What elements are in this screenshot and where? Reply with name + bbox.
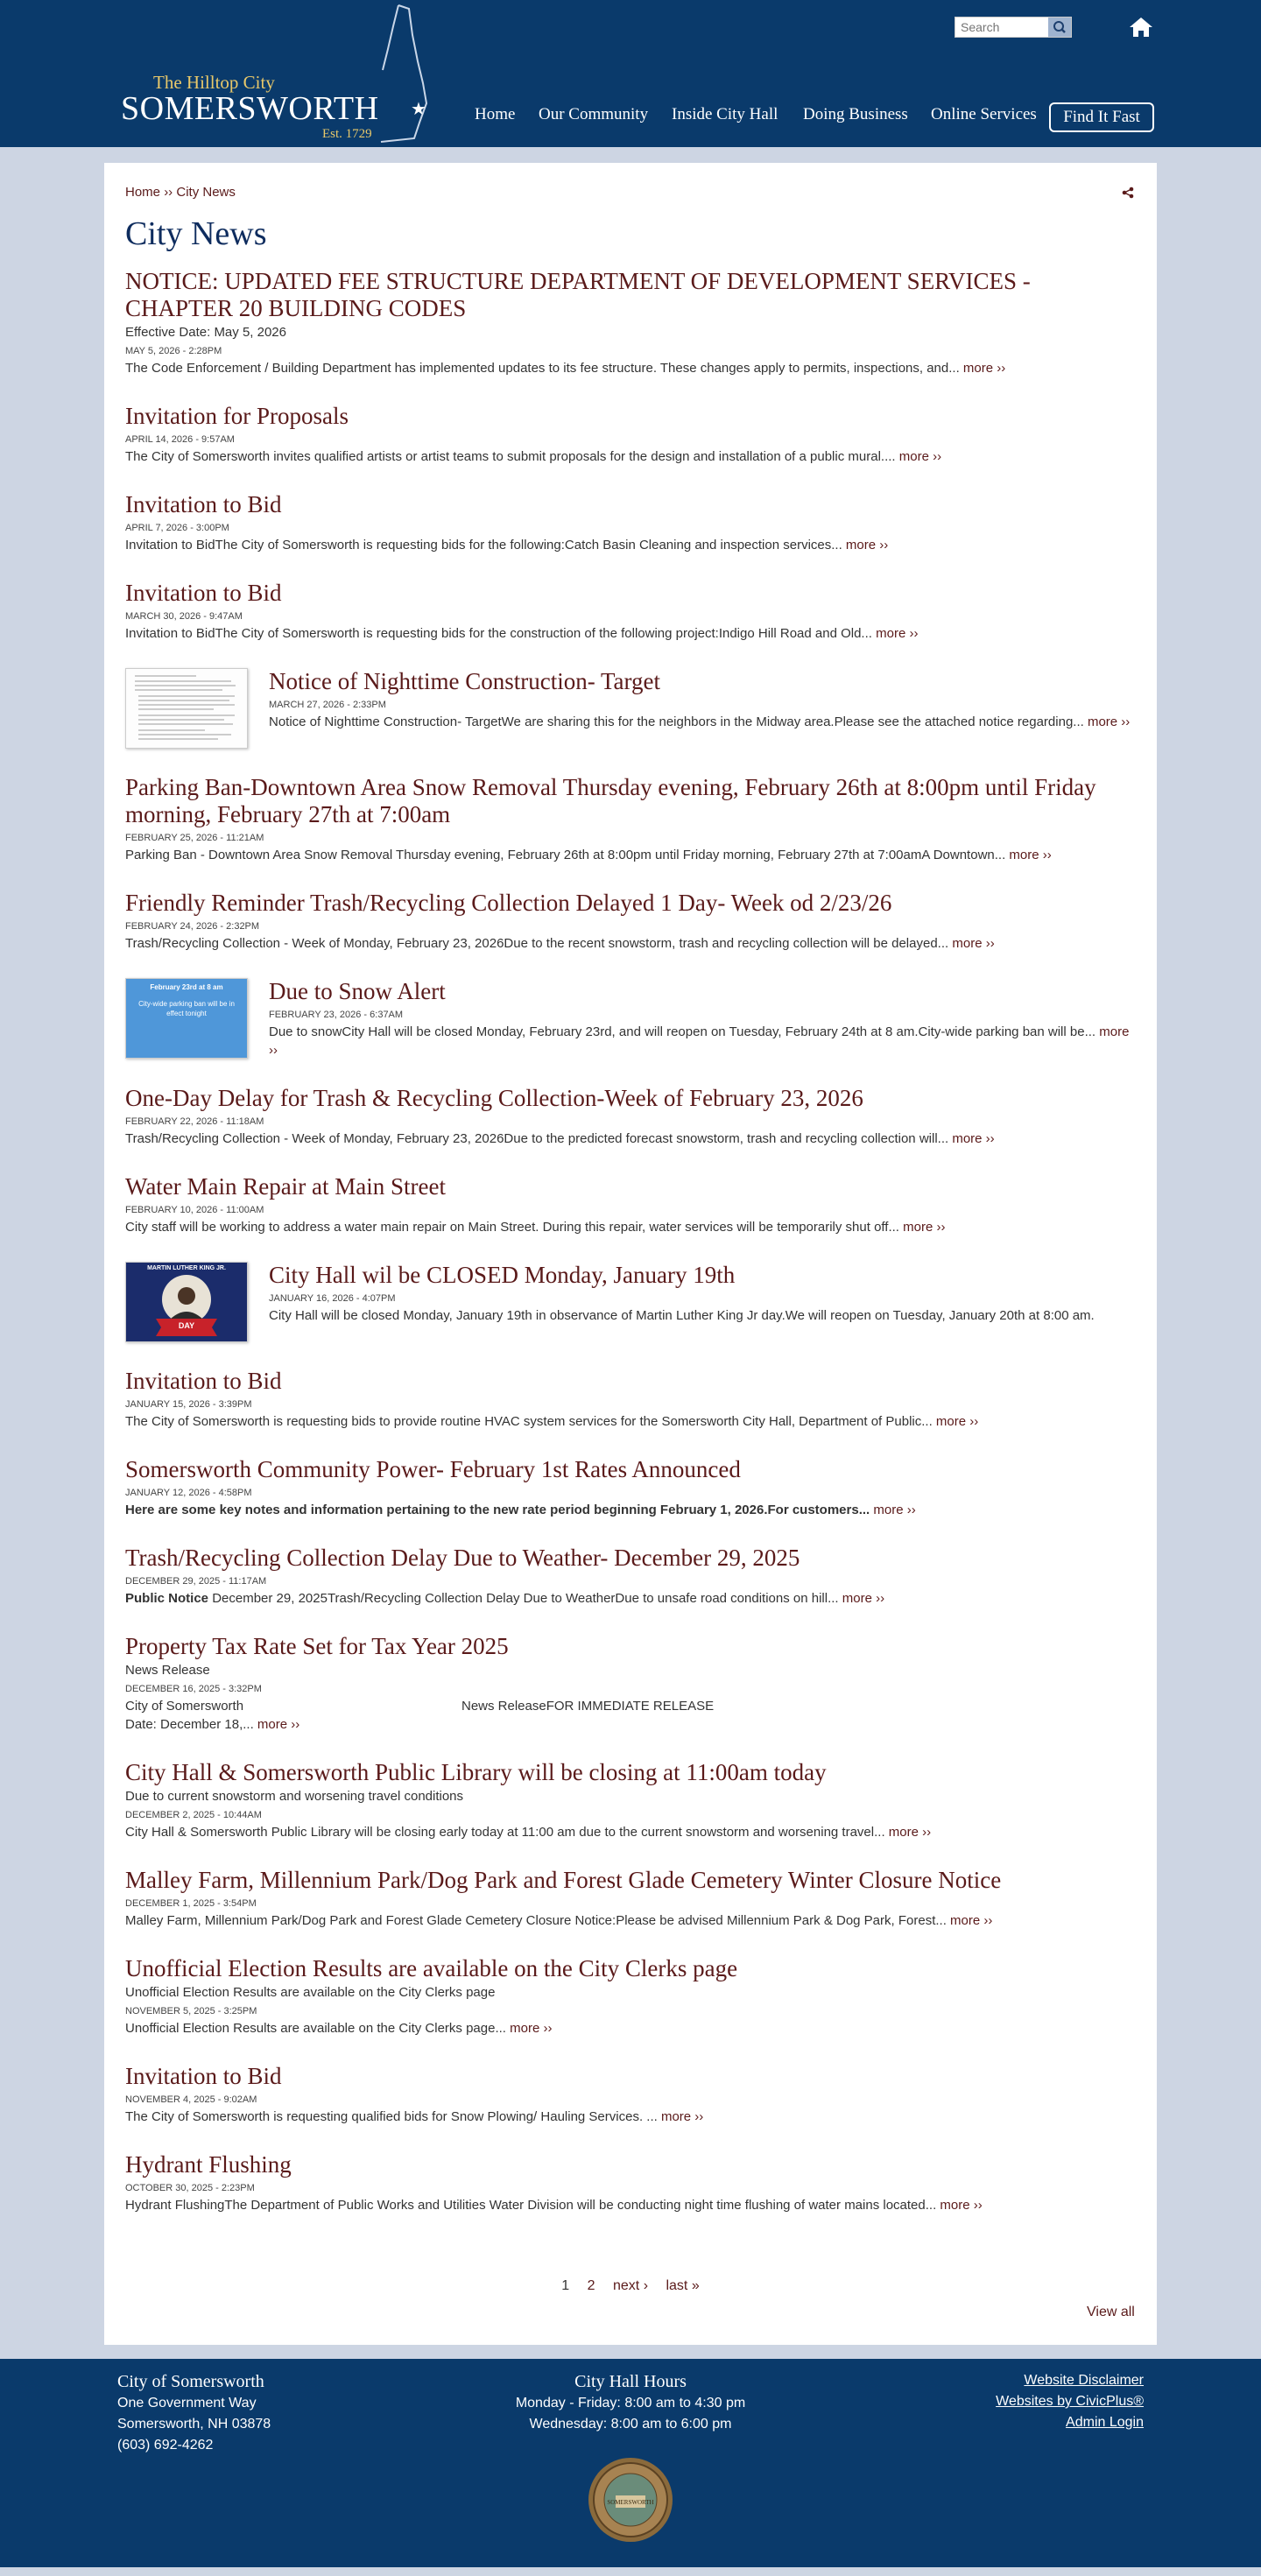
news-list	[125, 268, 1139, 2240]
news-item	[125, 2063, 1139, 2126]
thumb-heading: February 23rd at 8 am	[150, 983, 223, 991]
page-1[interactable]: 1	[561, 2278, 570, 2293]
more-link[interactable]: more ››	[940, 2198, 983, 2213]
news-title[interactable]: Friendly Reminder Trash/Recycling Collection Delayed 1 Day- Week od 2/23/26	[125, 890, 892, 916]
footer-city: City of Somersworth	[117, 2372, 264, 2391]
news-title[interactable]: Malley Farm, Millennium Park/Dog Park and Forest Glade Cemetery Winter Closure Notice	[125, 1867, 1002, 1893]
news-date: FEBRUARY 25, 2026 - 11:21AM	[125, 833, 264, 843]
news-title[interactable]: Notice of Nighttime Construction- Target	[269, 668, 661, 694]
news-desc-text: The City of Somersworth is requesting qualified bids for Snow Plowing/ Hauling Services. ...	[125, 2109, 658, 2124]
news-title[interactable]: Due to Snow Alert	[269, 978, 446, 1004]
share-icon[interactable]	[1122, 187, 1134, 199]
news-title[interactable]: City Hall wil be CLOSED Monday, January 19th	[269, 1262, 736, 1288]
news-date: FEBRUARY 24, 2026 - 2:32PM	[125, 921, 260, 932]
page-2[interactable]: 2	[587, 2278, 595, 2293]
news-item	[125, 890, 1139, 953]
news-item	[125, 978, 1139, 1059]
more-link[interactable]: more ››	[952, 936, 995, 951]
more-link[interactable]: more ››	[962, 361, 1006, 376]
news-desc	[125, 447, 1139, 466]
search-icon	[1048, 18, 1071, 37]
mlk-day-thumbnail[interactable]	[125, 1262, 248, 1342]
news-item	[125, 580, 1139, 643]
seal-text: SOMERSWORTH	[607, 2499, 654, 2506]
more-link[interactable]: more ››	[898, 449, 942, 464]
news-item	[125, 491, 1139, 554]
news-title[interactable]: NOTICE: UPDATED FEE STRUCTURE DEPARTMENT OF DEVELOPMENT SERVICES - CHAPTER 20 BUILDING CODES	[125, 268, 1031, 321]
news-date: DECEMBER 16, 2025 - 3:32PM	[125, 1684, 262, 1694]
search-button[interactable]	[1048, 18, 1071, 37]
website-disclaimer-link[interactable]: Website Disclaimer	[1024, 2373, 1144, 2388]
news-subtitle: Effective Date: May 5, 2026	[125, 325, 286, 340]
thumb-body: City-wide parking ban will be in effect tonight	[138, 1000, 235, 1017]
footer-address	[117, 2370, 271, 2456]
news-title[interactable]: Unofficial Election Results are available on the City Clerks page	[125, 1955, 738, 1981]
footer-hours-title: City Hall Hours	[574, 2372, 687, 2391]
news-desc	[125, 2019, 1139, 2038]
logo-established: Est. 1729	[322, 127, 372, 141]
more-link[interactable]: more ››	[842, 1591, 885, 1606]
news-date: JANUARY 16, 2026 - 4:07PM	[269, 1293, 396, 1304]
more-link[interactable]: more ››	[873, 1503, 916, 1517]
breadcrumb-separator: ››	[164, 185, 173, 200]
news-date: OCTOBER 30, 2025 - 2:23PM	[125, 2183, 255, 2193]
news-desc	[125, 624, 1139, 643]
more-link[interactable]: more ››	[1009, 848, 1052, 862]
news-desc-text: Due to snowCity Hall will be closed Monday, February 23rd, and will reopen on Tuesday, February 24th at 8 am.City-wide parking ban will be...	[269, 1024, 1096, 1039]
news-item	[125, 268, 1139, 377]
news-title[interactable]: Trash/Recycling Collection Delay Due to Weather- December 29, 2025	[125, 1545, 800, 1571]
more-link[interactable]: more ››	[950, 1913, 993, 1928]
news-item	[125, 1759, 1139, 1841]
news-title[interactable]: Hydrant Flushing	[125, 2151, 292, 2178]
page-next[interactable]: next ›	[613, 2278, 649, 2293]
document-thumbnail[interactable]	[125, 668, 248, 749]
news-desc-text: Invitation to BidThe City of Somersworth is requesting bids for the following:Catch Basin Cleaning and inspection services...	[125, 538, 842, 553]
footer-hours-wednesday: Wednesday: 8:00 am to 6:00 pm	[529, 2417, 732, 2432]
news-title[interactable]: City Hall & Somersworth Public Library will be closing at 11:00am today	[125, 1759, 827, 1785]
news-date: MAY 5, 2026 - 2:28PM	[125, 346, 222, 356]
news-desc-col2: News ReleaseFOR IMMEDIATE RELEASE	[461, 1699, 715, 1714]
news-date: APRIL 7, 2026 - 3:00PM	[125, 523, 229, 533]
logo-name: SOMERSWORTH	[121, 90, 379, 127]
breadcrumb	[125, 185, 236, 200]
news-date: NOVEMBER 4, 2025 - 9:02AM	[125, 2094, 257, 2105]
news-desc	[125, 1412, 1139, 1431]
news-desc	[125, 2108, 1139, 2126]
news-date: FEBRUARY 22, 2026 - 11:18AM	[125, 1116, 264, 1127]
news-desc	[125, 713, 1139, 731]
news-desc	[125, 846, 1139, 864]
search-box	[955, 17, 1072, 38]
news-item	[125, 1173, 1139, 1236]
news-item	[125, 668, 1139, 749]
news-desc	[125, 1130, 1139, 1148]
page-title: City News	[125, 215, 267, 252]
breadcrumb-current[interactable]: City News	[176, 185, 236, 200]
city-logo[interactable]	[118, 0, 433, 147]
news-item	[125, 1456, 1139, 1519]
more-link[interactable]: more ››	[257, 1717, 300, 1732]
news-subtitle: Due to current snowstorm and worsening travel conditions	[125, 1789, 464, 1804]
news-date: DECEMBER 2, 2025 - 10:44AM	[125, 1810, 262, 1820]
news-desc-text: Here are some key notes and information pertaining to the new rate period beginning February 1, 2026.For customers...	[125, 1503, 870, 1517]
news-item	[125, 2151, 1139, 2214]
news-desc-text: Notice of Nighttime Construction- TargetWe are sharing this for the neighbors in the Midway area.Please see the attached notice regarding...	[269, 714, 1084, 729]
news-desc	[125, 1697, 1139, 1734]
more-link[interactable]: more ››	[876, 626, 919, 641]
news-desc-text: Trash/Recycling Collection - Week of Monday, February 23, 2026Due to the recent snowstorm, trash and recycling collection will be delayed...	[125, 936, 949, 951]
more-link[interactable]: more ››	[845, 538, 889, 553]
news-desc-text: The City of Somersworth is requesting bids to provide routine HVAC system services for the Somersworth City Hall, Department of Public...	[125, 1414, 933, 1429]
city-seal-icon	[588, 2457, 673, 2543]
news-subtitle: Unofficial Election Results are available on the City Clerks page	[125, 1985, 496, 2000]
news-subtitle: News Release	[125, 1663, 210, 1678]
news-date: MARCH 27, 2026 - 2:33PM	[269, 700, 386, 710]
news-desc-text: Hydrant FlushingThe Department of Public Works and Utilities Water Division will be conducting night time flushing of water mains located...	[125, 2198, 937, 2213]
news-item	[125, 1955, 1139, 2038]
thumb-day-text: DAY	[178, 1321, 195, 1330]
home-icon[interactable]	[1128, 16, 1154, 39]
news-title[interactable]: Somersworth Community Power- February 1st Rates Announced	[125, 1456, 741, 1482]
footer-address-2: Somersworth, NH 03878	[117, 2417, 271, 2432]
news-date: DECEMBER 29, 2025 - 11:17AM	[125, 1576, 267, 1587]
news-item	[125, 1633, 1139, 1734]
more-link[interactable]: more ››	[660, 2109, 704, 2124]
more-link[interactable]: more ››	[952, 1131, 995, 1146]
site-header	[0, 0, 1261, 147]
footer-phone: (603) 692-4262	[117, 2438, 214, 2453]
news-title[interactable]: Invitation to Bid	[125, 2063, 282, 2089]
more-link[interactable]: more ››	[888, 1825, 932, 1840]
more-link[interactable]: more ››	[269, 1024, 1130, 1058]
document-thumbnail-image	[126, 669, 247, 748]
news-date: JANUARY 15, 2026 - 3:39PM	[125, 1399, 252, 1410]
nav-home[interactable]: Home	[475, 105, 516, 123]
search-input[interactable]	[955, 18, 1053, 37]
news-desc-text: Invitation to BidThe City of Somersworth is requesting bids for the construction of the following project:Indigo Hill Road and Old...	[125, 626, 872, 641]
news-desc-lead: Public Notice	[125, 1591, 209, 1606]
page-last[interactable]: last »	[666, 2278, 700, 2293]
news-desc	[125, 1501, 1139, 1519]
news-item	[125, 1867, 1139, 1930]
breadcrumb-home[interactable]: Home	[125, 185, 161, 200]
news-desc-text: Trash/Recycling Collection - Week of Monday, February 23, 2026Due to the predicted forecast snowstorm, trash and recycling collection will...	[125, 1131, 949, 1146]
news-date: NOVEMBER 5, 2025 - 3:25PM	[125, 2006, 257, 2016]
footer-links	[876, 2370, 1144, 2433]
civicplus-link[interactable]: Websites by CivicPlus®	[996, 2394, 1144, 2409]
news-desc	[125, 1589, 1139, 1608]
news-title[interactable]: Invitation for Proposals	[125, 403, 349, 429]
news-item	[125, 1545, 1139, 1608]
news-desc-col1: City of Somersworth	[125, 1699, 244, 1714]
footer-address-1: One Government Way	[117, 2396, 257, 2411]
news-desc-text: City staff will be working to address a water main repair on Main Street. During this repair, water services will be temporarily shut off...	[125, 1220, 899, 1235]
content-panel	[104, 163, 1157, 2345]
news-desc	[125, 359, 1139, 377]
news-title[interactable]: One-Day Delay for Trash & Recycling Collection-Week of February 23, 2026	[125, 1085, 863, 1111]
logo-tagline: The Hilltop City	[153, 72, 275, 93]
view-all-link[interactable]: View all	[1087, 2305, 1135, 2319]
news-title[interactable]: Property Tax Rate Set for Tax Year 2025	[125, 1633, 509, 1659]
news-title[interactable]: Water Main Repair at Main Street	[125, 1173, 446, 1200]
footer-hours-weekday: Monday - Friday: 8:00 am to 4:30 pm	[515, 2396, 746, 2411]
news-item	[125, 403, 1139, 466]
thumb-arc-text: MARTIN LUTHER KING JR.	[147, 1265, 226, 1271]
news-desc-text: Date: December 18,...	[125, 1717, 254, 1732]
news-item	[125, 774, 1139, 864]
news-date: APRIL 14, 2026 - 9:57AM	[125, 434, 235, 445]
news-item	[125, 1262, 1139, 1342]
nav-our-community[interactable]: Our Community	[539, 105, 649, 123]
news-item	[125, 1085, 1139, 1148]
news-desc-text: Unofficial Election Results are available on the City Clerks page...	[125, 2021, 506, 2036]
news-desc	[125, 934, 1139, 953]
news-title[interactable]: Invitation to Bid	[125, 580, 282, 606]
news-desc-text: Parking Ban - Downtown Area Snow Removal Thursday evening, February 26th at 8:00pm until Friday morning, February 27th at 7:00amA Downtown...	[125, 848, 1006, 862]
news-title[interactable]: Invitation to Bid	[125, 1368, 282, 1394]
news-date: FEBRUARY 23, 2026 - 6:37AM	[269, 1010, 404, 1020]
news-desc	[125, 1911, 1139, 1930]
news-desc-text: Malley Farm, Millennium Park/Dog Park and Forest Glade Cemetery Closure Notice:Please be advised Millennium Park & Dog Park, Forest...	[125, 1913, 947, 1928]
city-seal	[588, 2457, 673, 2543]
news-desc	[125, 536, 1139, 554]
news-desc-text: The City of Somersworth invites qualified artists or artist teams to submit proposals for the design and installation of a public mural....	[125, 449, 896, 464]
news-desc	[125, 1023, 1139, 1059]
snow-alert-thumbnail[interactable]	[125, 978, 248, 1059]
news-desc	[125, 1218, 1139, 1236]
footer-hours	[490, 2370, 771, 2435]
nav-doing-business[interactable]: Doing Business	[803, 105, 908, 123]
nav-inside-city-hall[interactable]: Inside City Hall	[672, 105, 778, 123]
news-date: MARCH 30, 2026 - 9:47AM	[125, 611, 243, 622]
news-title[interactable]: Parking Ban-Downtown Area Snow Removal Thursday evening, February 26th at 8:00pm until Friday morning, February 27th at 7:00am	[125, 774, 1096, 827]
more-link[interactable]: more ››	[1087, 714, 1131, 729]
more-link[interactable]: more ››	[510, 2021, 553, 2036]
news-desc-text: City Hall & Somersworth Public Library will be closing early today at 11:00 am due to the current snowstorm and worsening travel...	[125, 1825, 885, 1840]
news-date: DECEMBER 1, 2025 - 3:54PM	[125, 1898, 257, 1909]
news-desc-text: The Code Enforcement / Building Department has implemented updates to its fee structure. These changes apply to permits, inspections, and...	[125, 361, 960, 376]
news-date: FEBRUARY 10, 2026 - 11:00AM	[125, 1205, 264, 1215]
pagination	[104, 2278, 1157, 2294]
news-desc: City Hall will be closed Monday, January 19th in observance of Martin Luther King Jr day.We will reopen on Tuesday, January 20th at 8:00 am.	[269, 1308, 1095, 1323]
news-item	[125, 1368, 1139, 1431]
site-footer	[0, 2359, 1261, 2567]
admin-login-link[interactable]: Admin Login	[1066, 2415, 1144, 2430]
star-icon: ★	[411, 100, 426, 119]
more-link[interactable]: more ››	[903, 1220, 946, 1235]
news-desc	[125, 1823, 1139, 1841]
news-desc	[125, 2196, 1139, 2214]
find-it-fast-button[interactable]: Find It Fast	[1049, 102, 1154, 132]
news-desc-text: December 29, 2025Trash/Recycling Collection Delay Due to WeatherDue to unsafe road conditions on hill...	[208, 1591, 839, 1606]
nav-online-services[interactable]: Online Services	[931, 105, 1037, 123]
more-link[interactable]: more ››	[935, 1414, 979, 1429]
news-title[interactable]: Invitation to Bid	[125, 491, 282, 517]
news-date: JANUARY 12, 2026 - 4:58PM	[125, 1488, 252, 1498]
